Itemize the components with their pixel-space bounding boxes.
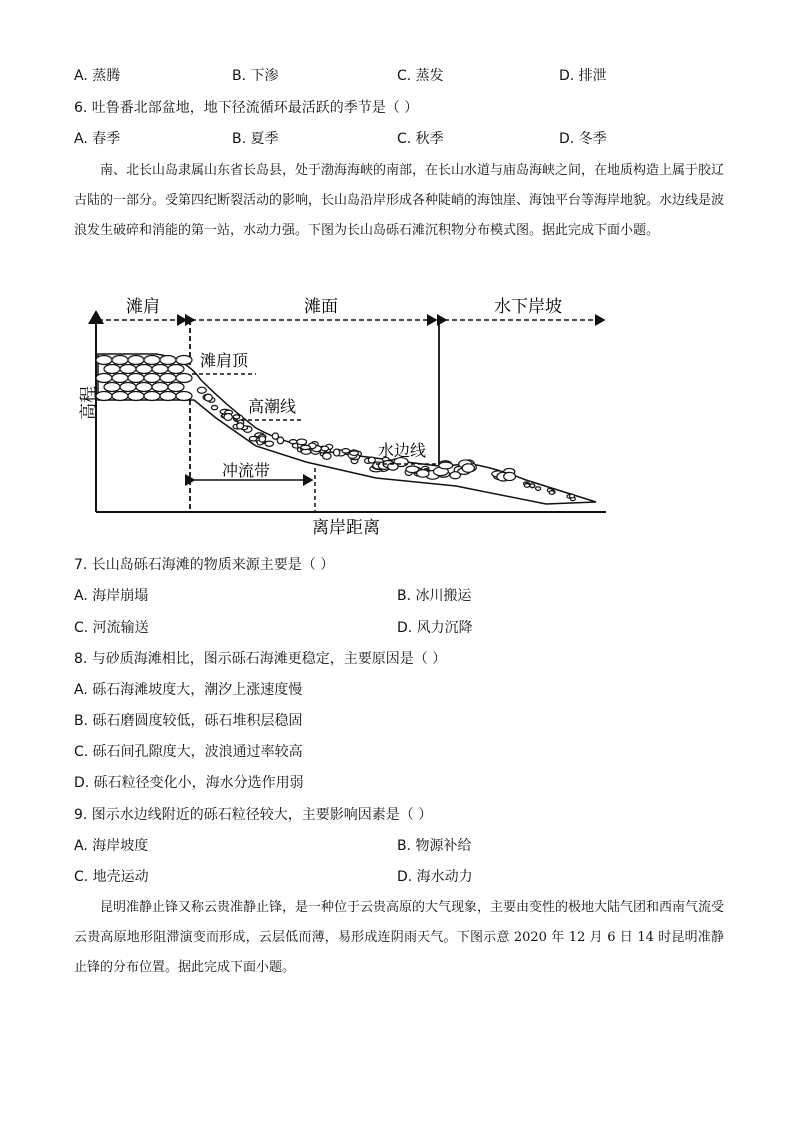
pebble	[211, 406, 217, 410]
pebble	[549, 491, 554, 495]
pebble	[96, 374, 112, 383]
pebble	[233, 415, 239, 419]
q6-option-b[interactable]: B. 夏季	[232, 131, 279, 147]
pebble	[168, 383, 184, 392]
q8-option-b[interactable]: B. 砾石磨圆度较低，砾石堆积层稳固	[74, 713, 303, 729]
q7-option-b[interactable]: B. 冰川搬运	[397, 588, 472, 604]
pebble	[297, 439, 307, 445]
q7-stem: 7. 长山岛砾石海滩的物质来源主要是（ ）	[74, 557, 335, 573]
pebble	[144, 356, 160, 365]
pebble	[224, 414, 232, 421]
pebble	[504, 472, 516, 480]
q5-option-d[interactable]: D. 排泄	[559, 68, 607, 84]
pebble	[323, 453, 332, 459]
pebble	[450, 472, 460, 479]
pebble	[321, 446, 328, 451]
q5-option-b[interactable]: B. 下渗	[232, 68, 279, 84]
pebble	[301, 445, 311, 449]
pebble	[128, 392, 144, 401]
pebble	[536, 487, 541, 491]
label-waterline: 水边线	[378, 441, 427, 460]
label-swash: 冲流带	[222, 461, 271, 480]
q8-option-a[interactable]: A. 砾石海滩坡度大，潮汐上涨速度慢	[74, 682, 303, 698]
pebble	[112, 374, 128, 383]
q9-option-b[interactable]: B. 物源补给	[397, 838, 472, 854]
q8-stem: 8. 与砂质海滩相比，图示砾石海滩更稳定，主要原因是（ ）	[74, 651, 447, 667]
label-shoulder: 滩肩	[126, 297, 160, 317]
pebble	[128, 374, 144, 383]
pebble	[439, 462, 453, 469]
pebble	[289, 440, 297, 444]
label-crest: 滩肩顶	[200, 351, 249, 370]
q5-option-a[interactable]: A. 蒸腾	[74, 68, 121, 84]
pebble	[237, 423, 244, 429]
pebble	[417, 470, 429, 478]
pebble	[160, 374, 176, 383]
pebble	[168, 365, 184, 374]
q6-stem: 6. 吐鲁番北部盆地，地下径流循环最活跃的季节是（ ）	[74, 100, 419, 116]
gravel-beach-figure	[76, 290, 616, 540]
pebble	[160, 392, 176, 401]
q8-option-d[interactable]: D. 砾石粒径变化小，海水分选作用弱	[74, 775, 304, 791]
pebble	[120, 365, 136, 374]
pebble	[197, 387, 206, 393]
q6-option-c[interactable]: C. 秋季	[397, 131, 444, 147]
pebble	[204, 394, 212, 401]
pebble	[368, 457, 375, 463]
label-face: 滩面	[304, 297, 338, 317]
pebble	[96, 356, 112, 365]
pebble	[176, 374, 192, 383]
pebble	[112, 356, 128, 365]
pebble	[144, 374, 160, 383]
pebble	[272, 433, 278, 439]
pebbles	[96, 356, 575, 501]
q9-option-d[interactable]: D. 海水动力	[397, 869, 473, 885]
pebble	[462, 464, 474, 473]
q9-stem: 9. 图示水边线附近的砾石粒径较大，主要影响因素是（ ）	[74, 807, 433, 823]
q9-option-a[interactable]: A. 海岸坡度	[74, 838, 149, 854]
passage-kunming-front: 昆明准静止锋又称云贵准静止锋，是一种位于云贵高原的大气现象，主要由变性的极地大陆气团和西南气流受云贵高原地形阻滞演变而形成，云层低而薄，易形成连阴雨天气。下图示意 2020 年 12 月 6 日 14 时昆明准静止锋的分布位置。据此完成下面小题。	[74, 900, 725, 975]
label-slope: 水下岸坡	[494, 297, 562, 317]
pebble	[525, 484, 530, 488]
pebble	[136, 365, 152, 374]
pebble	[259, 436, 266, 442]
q5-option-c[interactable]: C. 蒸发	[397, 68, 444, 84]
x-axis-label: 离岸距离	[312, 518, 380, 538]
pebble	[104, 383, 120, 392]
pebble	[128, 356, 144, 365]
q7-option-c[interactable]: C. 河流输送	[74, 620, 149, 636]
q7-option-d[interactable]: D. 风力沉降	[397, 620, 473, 636]
q6-option-a[interactable]: A. 春季	[74, 131, 121, 147]
pebble	[136, 383, 152, 392]
pebble	[152, 365, 168, 374]
q9-option-c[interactable]: C. 地壳运动	[74, 869, 149, 885]
pebble	[160, 356, 176, 365]
pebble	[104, 365, 120, 374]
q7-option-a[interactable]: A. 海岸崩塌	[74, 588, 149, 604]
pebble	[144, 392, 160, 401]
pebble	[569, 494, 574, 498]
q8-option-c[interactable]: C. 砾石间孔隙度大，波浪通过率较高	[74, 744, 303, 760]
pebble	[120, 383, 136, 392]
pebble	[176, 392, 192, 401]
pebble	[342, 449, 350, 453]
label-high-tide: 高潮线	[248, 397, 297, 416]
pebble	[152, 383, 168, 392]
pebble	[265, 441, 273, 446]
pebble	[350, 451, 359, 456]
pebble	[176, 356, 192, 365]
passage-changshan: 南、北长山岛隶属山东省长岛县，处于渤海海峡的南部，在长山水道与庙岛海峡之间，在地质构造上属于胶辽古陆的一部分。受第四纪断裂活动的影响，长山岛沿岸形成各种陡峭的海蚀崖、海蚀平台等海岸地貌。水边线是波浪发生破碎和消能的第一站，水动力强。下图为长山岛砾石滩沉积物分布模式图。据此完成下面小题。	[74, 163, 725, 238]
y-axis-label: 高程	[79, 386, 99, 420]
pebble	[112, 392, 128, 401]
q6-option-d[interactable]: D. 冬季	[559, 131, 607, 147]
pebble	[333, 449, 339, 456]
